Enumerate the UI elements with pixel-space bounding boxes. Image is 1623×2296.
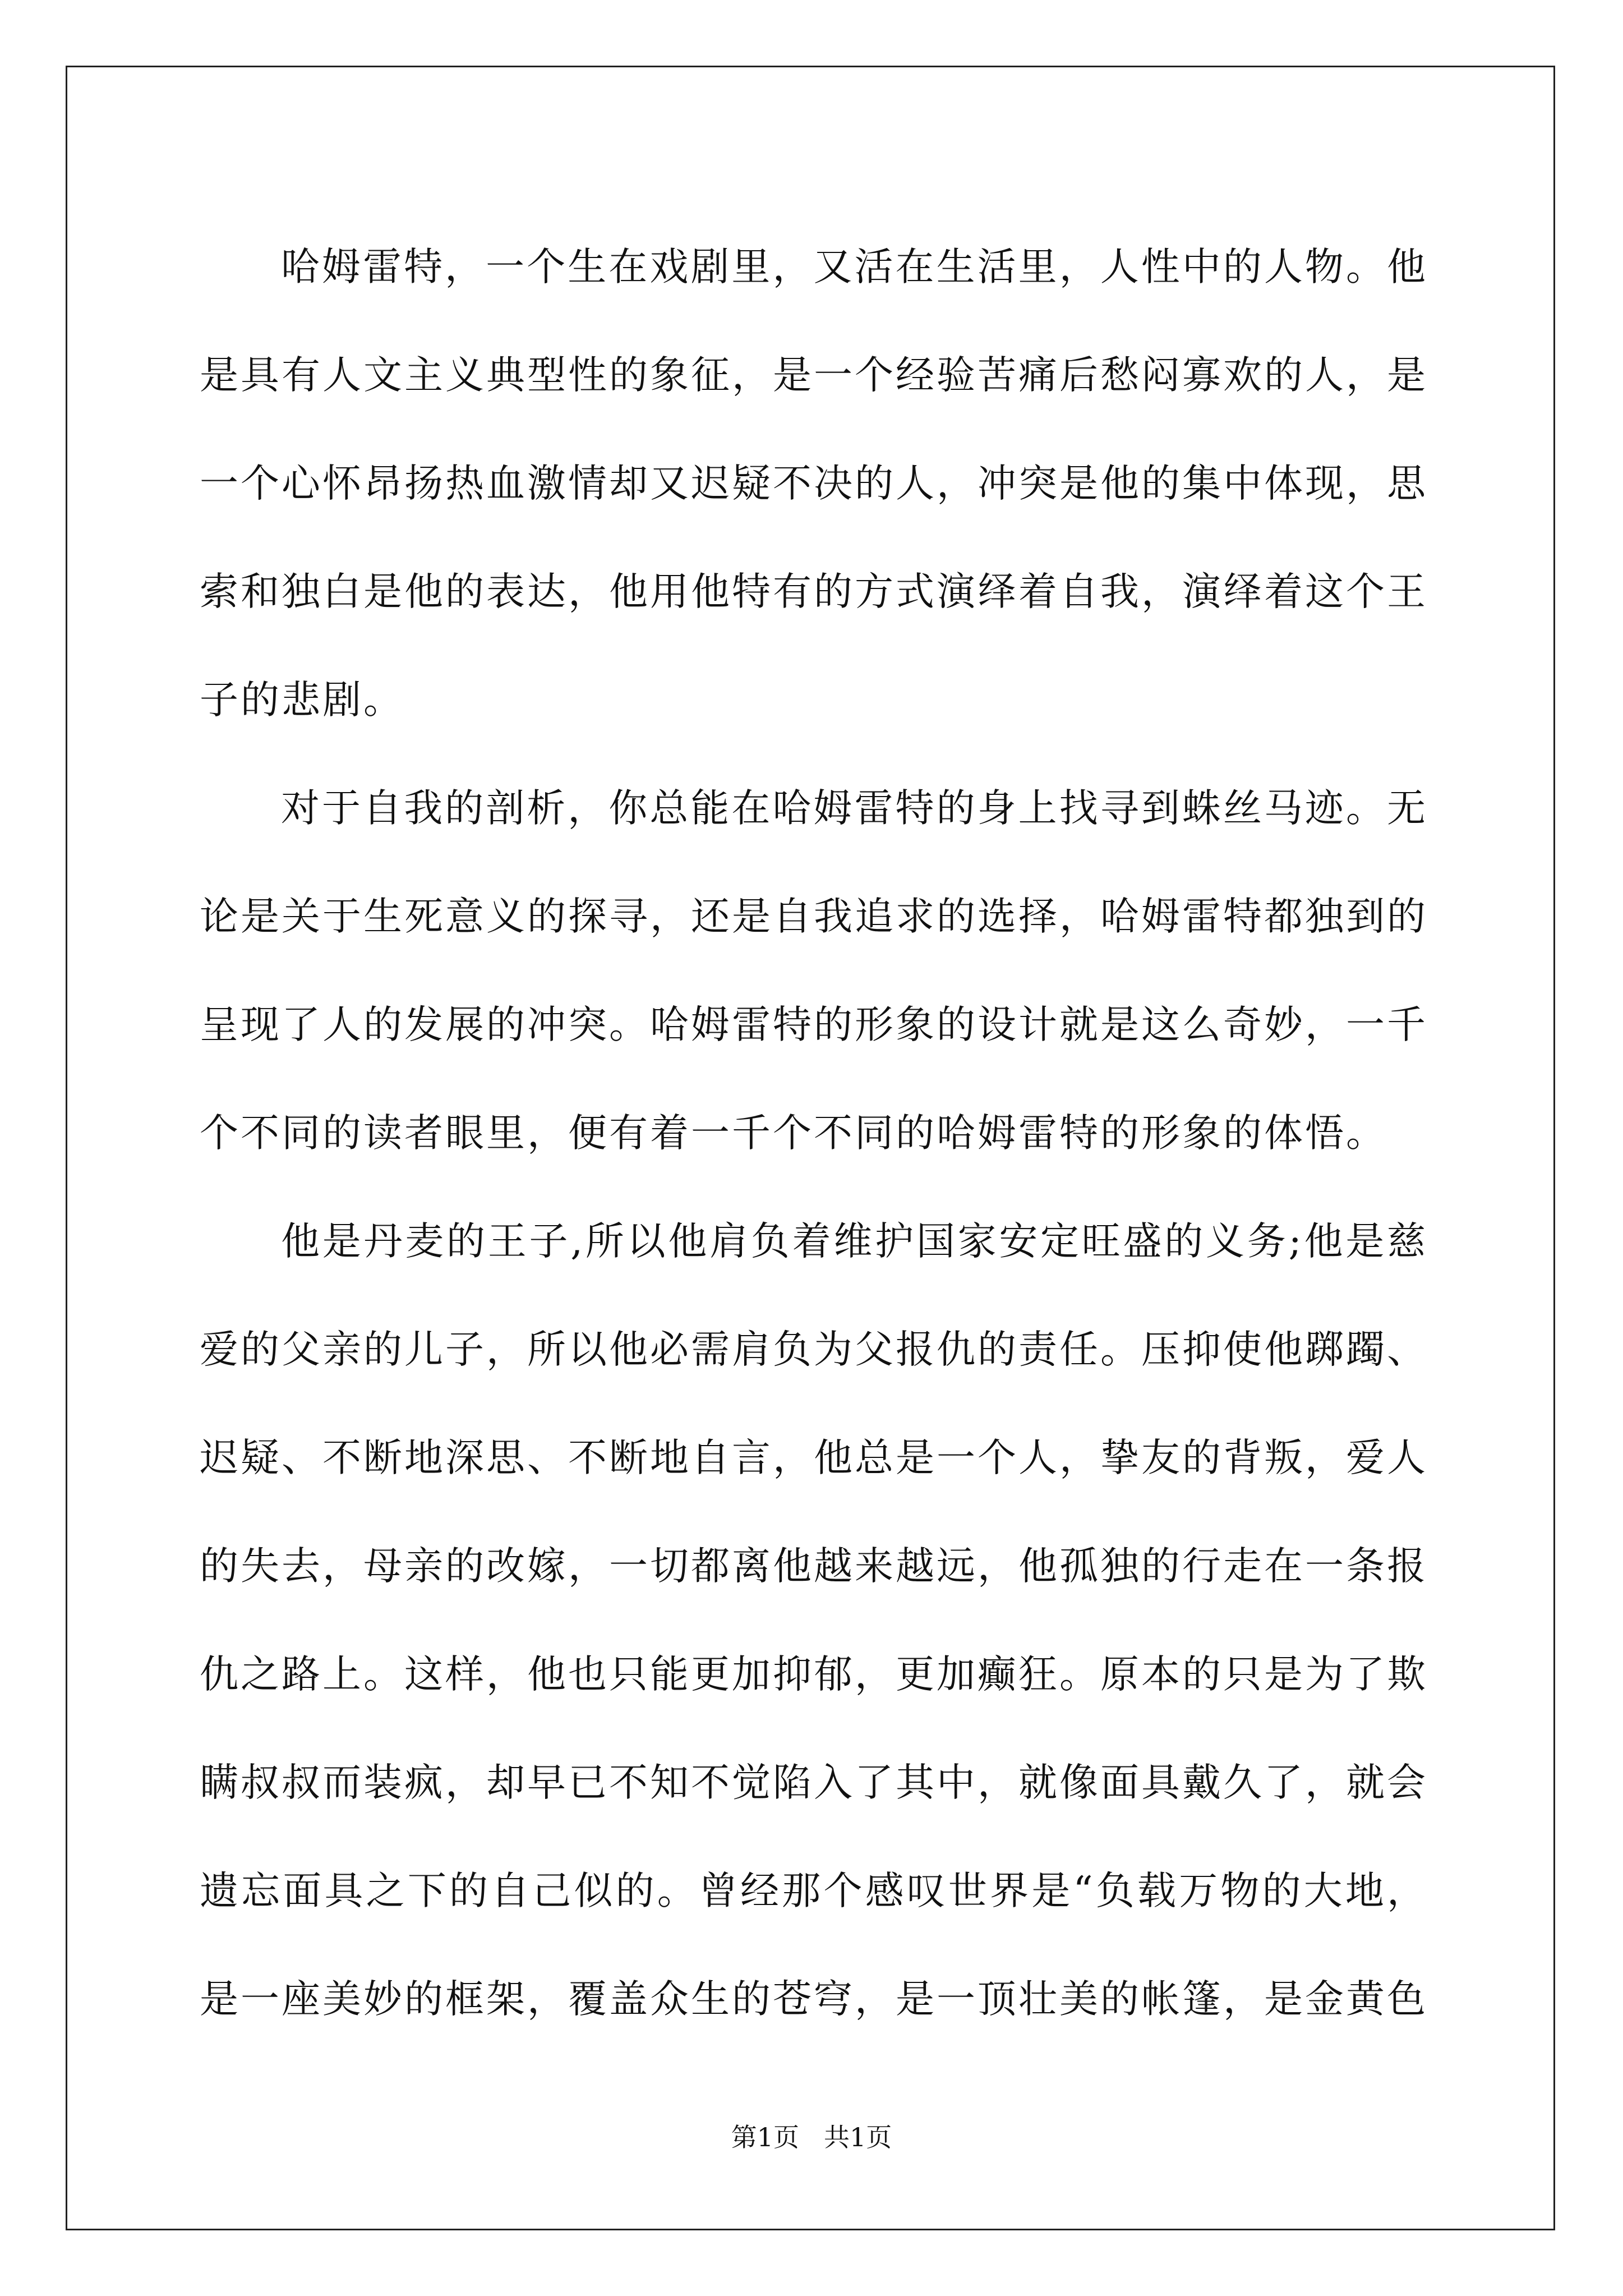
page-number-current: 第1页 [731, 2122, 800, 2152]
page-footer [0, 2120, 1623, 2154]
document-body [200, 213, 1428, 2054]
paragraph-3: 他是丹麦的王子,所以他肩负着维护国家安定旺盛的义务;他是慈爱的父亲的儿子，所以他必需肩负为父报仇的责任。压抑使他踯躅、迟疑、不断地深思、不断地自言，他总是一个人，挚友的背叛，爱人的失去，母亲的改嫁，一切都离他越来越远，他孤独的行走在一条报仇之路上。这样，他也只能更加抑郁，更加癫狂。原本的只是为了欺瞒叔叔而装疯，却早已不知不觉陷入了其中，就像面具戴久了，就会遗忘面具之下的自己似的。曾经那个感叹世界是“负载万物的大地，是一座美妙的框架，覆盖众生的苍穹，是一顶壮美的帐篷，是金黄色 [200, 1219, 1428, 2022]
paragraph-1: 哈姆雷特，一个生在戏剧里，又活在生活里，人性中的人物。他是具有人文主义典型性的象征，是一个经验苦痛后愁闷寡欢的人，是一个心怀昂扬热血激情却又迟疑不决的人，冲突是他的集中体现，思索和独白是他的表达，他用他特有的方式演绎着自我，演绎着这个王子的悲剧。 [200, 245, 1428, 723]
page-number-total: 共1页 [823, 2122, 892, 2152]
paragraph-2: 对于自我的剖析，你总能在哈姆雷特的身上找寻到蛛丝马迹。无论是关于生死意义的探寻，还是自我追求的选择，哈姆雷特都独到的呈现了人的发展的冲突。哈姆雷特的形象的设计就是这么奇妙，一千个不同的读者眼里，便有着一千个不同的哈姆雷特的形象的体悟。 [200, 786, 1428, 1156]
